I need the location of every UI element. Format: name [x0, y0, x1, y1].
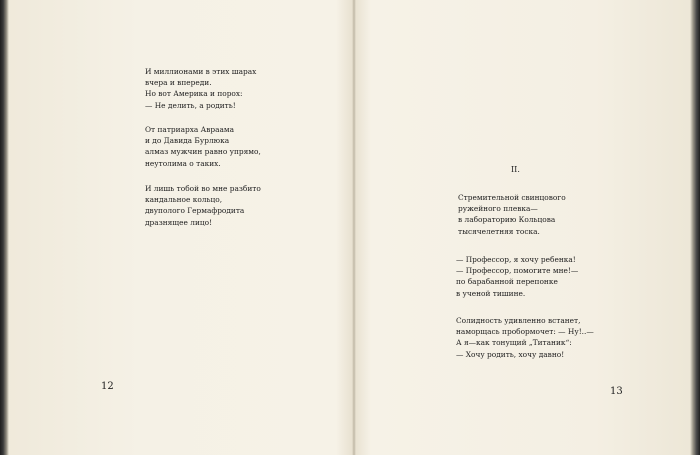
book-gutter	[352, 0, 356, 455]
poem-line: по барабанной перепонке	[456, 277, 558, 287]
poem-line: Солидность удивленно встанет,	[456, 316, 581, 325]
poem-line: в лабораторию Кольцова	[458, 215, 556, 225]
poem-line: И лишь тобой во мне разбито	[145, 184, 261, 193]
poem-line: двуполого Гермафродита	[145, 206, 245, 216]
left-stanza-3	[145, 183, 261, 228]
poem-line: И миллионами в этих шарах	[145, 67, 257, 76]
poem-line: алмаз мужчин равно упрямо,	[145, 147, 261, 157]
right-stanza-3	[456, 315, 594, 360]
right-stanza-1	[458, 192, 566, 237]
left-stanza-1	[145, 66, 256, 111]
poem-line: — Не делить, а родить!	[145, 100, 236, 110]
left-page-edge	[0, 0, 9, 455]
left-stanza-2	[145, 124, 261, 169]
section-numeral: II.	[511, 165, 520, 174]
poem-line: — Профессор, помогите мне!—	[456, 266, 579, 276]
poem-line: дразнящее лицо!	[145, 217, 213, 227]
poem-line: — Профессор, я хочу ребенка!	[456, 255, 576, 264]
poem-line: — Хочу родить, хочу давно!	[456, 349, 565, 359]
poem-line: От патриарха Авраама	[145, 125, 235, 134]
poem-line: Стремительной свинцового	[458, 193, 566, 202]
right-page-edge	[690, 0, 700, 455]
poem-line: наморщась пробормочет: — Ну!..—	[456, 327, 594, 337]
poem-line: неутолима о таких.	[145, 158, 221, 168]
left-page-number: 12	[101, 381, 114, 392]
poem-line: в ученой тишине.	[456, 288, 526, 298]
poem-line: вчера и впереди.	[145, 78, 212, 88]
right-stanza-2	[456, 254, 578, 299]
poem-line: кандальное кольцо,	[145, 195, 223, 205]
poem-line: Но вот Америка и порох:	[145, 89, 243, 99]
poem-line: ружейного плевка—	[458, 204, 538, 214]
right-page-number: 13	[610, 386, 623, 397]
poem-line: тысячелетняя тоска.	[458, 226, 540, 236]
poem-line: и до Давида Бурлюка	[145, 136, 230, 146]
poem-line: А я—как тонущий „Титаник“:	[456, 338, 572, 348]
